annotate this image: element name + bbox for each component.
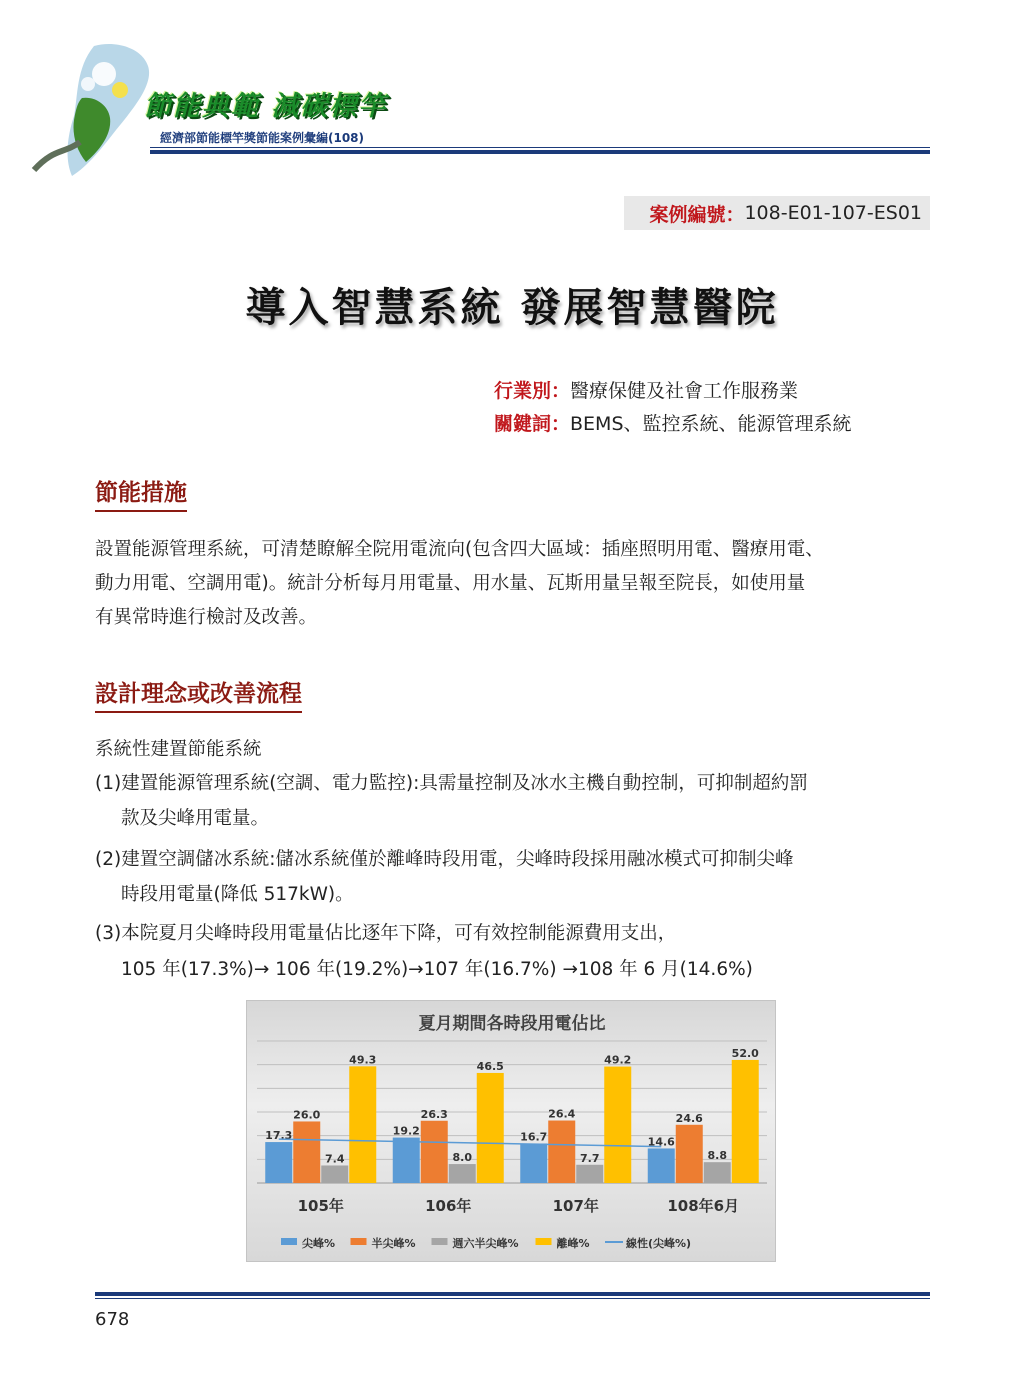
chart-data-label: 17.3 <box>265 1129 293 1143</box>
header-rule-thin <box>150 147 930 148</box>
industry-label: 行業別： <box>494 380 571 402</box>
design-item-1: (1)建置能源管理系統(空調、電力監控):具需量控制及冰水主機自動控制，可抑制超約罰 <box>95 773 808 794</box>
chart-bar <box>265 1142 292 1183</box>
chart-bar <box>704 1162 731 1183</box>
keywords-label: 關鍵詞： <box>494 413 571 435</box>
legend-label: 半尖峰% <box>371 1237 416 1250</box>
chart-category-label: 105年 <box>297 1197 344 1215</box>
case-number-label: 案例編號： <box>649 203 745 226</box>
industry-value: 醫療保健及社會工作服務業 <box>570 380 799 402</box>
chart-data-label: 14.6 <box>647 1135 675 1149</box>
chart-bar <box>548 1121 575 1183</box>
chart-category-label: 108年6月 <box>667 1197 740 1215</box>
legend-label: 尖峰% <box>302 1237 336 1250</box>
chart-data-label: 8.8 <box>707 1149 727 1163</box>
case-number-value: 108-E01-107-ES01 <box>744 202 922 224</box>
brand-subtitle: 經濟部節能標竿獎節能案例彙編(108) <box>160 131 365 145</box>
legend-swatch <box>536 1238 552 1245</box>
legend-label: 線性(尖峰%) <box>626 1237 692 1250</box>
design-item-3: (3)本院夏月尖峰時段用電量佔比逐年下降，可有效控制能源費用支出， <box>95 923 677 944</box>
chart-category-label: 106年 <box>425 1197 472 1215</box>
footer-rule-thin <box>95 1298 930 1299</box>
case-number-box <box>624 196 930 230</box>
chart-trendline <box>279 1139 662 1147</box>
chart-data-label: 49.3 <box>349 1053 377 1067</box>
chart-bar <box>349 1066 376 1183</box>
chart-bar <box>648 1148 675 1183</box>
design-item-2: (2)建置空調儲冰系統:儲冰系統僅於離峰時段用電，尖峰時段採用融冰模式可抑制尖峰 <box>95 849 794 870</box>
chart-bar <box>576 1165 603 1183</box>
tou-share-chart <box>246 1000 776 1262</box>
legend-swatch <box>351 1238 367 1245</box>
legend-swatch <box>432 1238 448 1245</box>
chart-data-label: 8.0 <box>452 1151 472 1165</box>
legend-label: 離峰% <box>556 1237 590 1250</box>
measures-line-3: 有異常時進行檢討及改善。 <box>95 607 318 628</box>
chart-data-label: 16.7 <box>520 1130 548 1144</box>
chart-data-label: 52.0 <box>731 1046 759 1060</box>
chart-data-label: 26.3 <box>420 1107 448 1121</box>
chart-data-label: 7.4 <box>325 1152 345 1166</box>
chart-data-label: 49.2 <box>604 1053 632 1067</box>
chart-bar <box>520 1143 547 1183</box>
measures-line-2: 動力用電、空調用電)。統計分析每月用電量、用水量、瓦斯用量呈報至院長，如使用量 <box>95 573 806 594</box>
chart-data-label: 46.5 <box>476 1059 504 1073</box>
chart-data-label: 7.7 <box>580 1151 600 1165</box>
chart-bar <box>732 1060 759 1183</box>
chart-data-label: 24.6 <box>675 1111 703 1125</box>
measures-heading: 節能措施 <box>95 474 187 512</box>
chart-data-label: 26.4 <box>548 1107 576 1121</box>
measures-line-1: 設置能源管理系統，可清楚瞭解全院用電流向(包含四大區域：插座照明用電、醫療用電、 <box>95 539 824 560</box>
chart-bar <box>393 1138 420 1183</box>
design-item-1-cont: 款及尖峰用電量。 <box>121 808 270 829</box>
chart-bar <box>477 1073 504 1183</box>
design-intro: 系統性建置節能系統 <box>95 739 262 760</box>
design-item-2-cont: 時段用電量(降低 517kW)。 <box>121 884 354 905</box>
chart-data-label: 19.2 <box>392 1124 420 1138</box>
chart-title: 夏月期間各時段用電佔比 <box>418 1014 606 1034</box>
chart-data-label: 26.0 <box>293 1108 321 1122</box>
chart-bar <box>293 1121 320 1183</box>
design-heading: 設計理念或改善流程 <box>95 675 302 713</box>
legend-label: 週六半尖峰% <box>452 1237 519 1250</box>
chart-canvas <box>247 1001 777 1263</box>
footer-rule-thick <box>95 1292 930 1296</box>
chart-bar <box>449 1164 476 1183</box>
chart-category-label: 107年 <box>552 1197 599 1215</box>
industry-line <box>494 376 798 403</box>
header-rule-thick <box>150 150 930 154</box>
chart-bar <box>676 1125 703 1183</box>
design-item-3-cont: 105 年(17.3%)→ 106 年(19.2%)→107 年(16.7%) →108 年 6 月(14.6%) <box>121 959 753 980</box>
keywords-value: BEMS、監控系統、能源管理系統 <box>570 413 852 435</box>
chart-bar <box>604 1067 631 1183</box>
legend-swatch <box>281 1238 297 1245</box>
page-title: 導入智慧系統 發展智慧醫院 <box>245 285 779 331</box>
keywords-line <box>494 409 852 436</box>
chart-bar <box>421 1121 448 1183</box>
brand-title: 節能典範 減碳標竿 <box>144 91 388 122</box>
page-number: 678 <box>95 1309 130 1330</box>
chart-bar <box>321 1165 348 1183</box>
